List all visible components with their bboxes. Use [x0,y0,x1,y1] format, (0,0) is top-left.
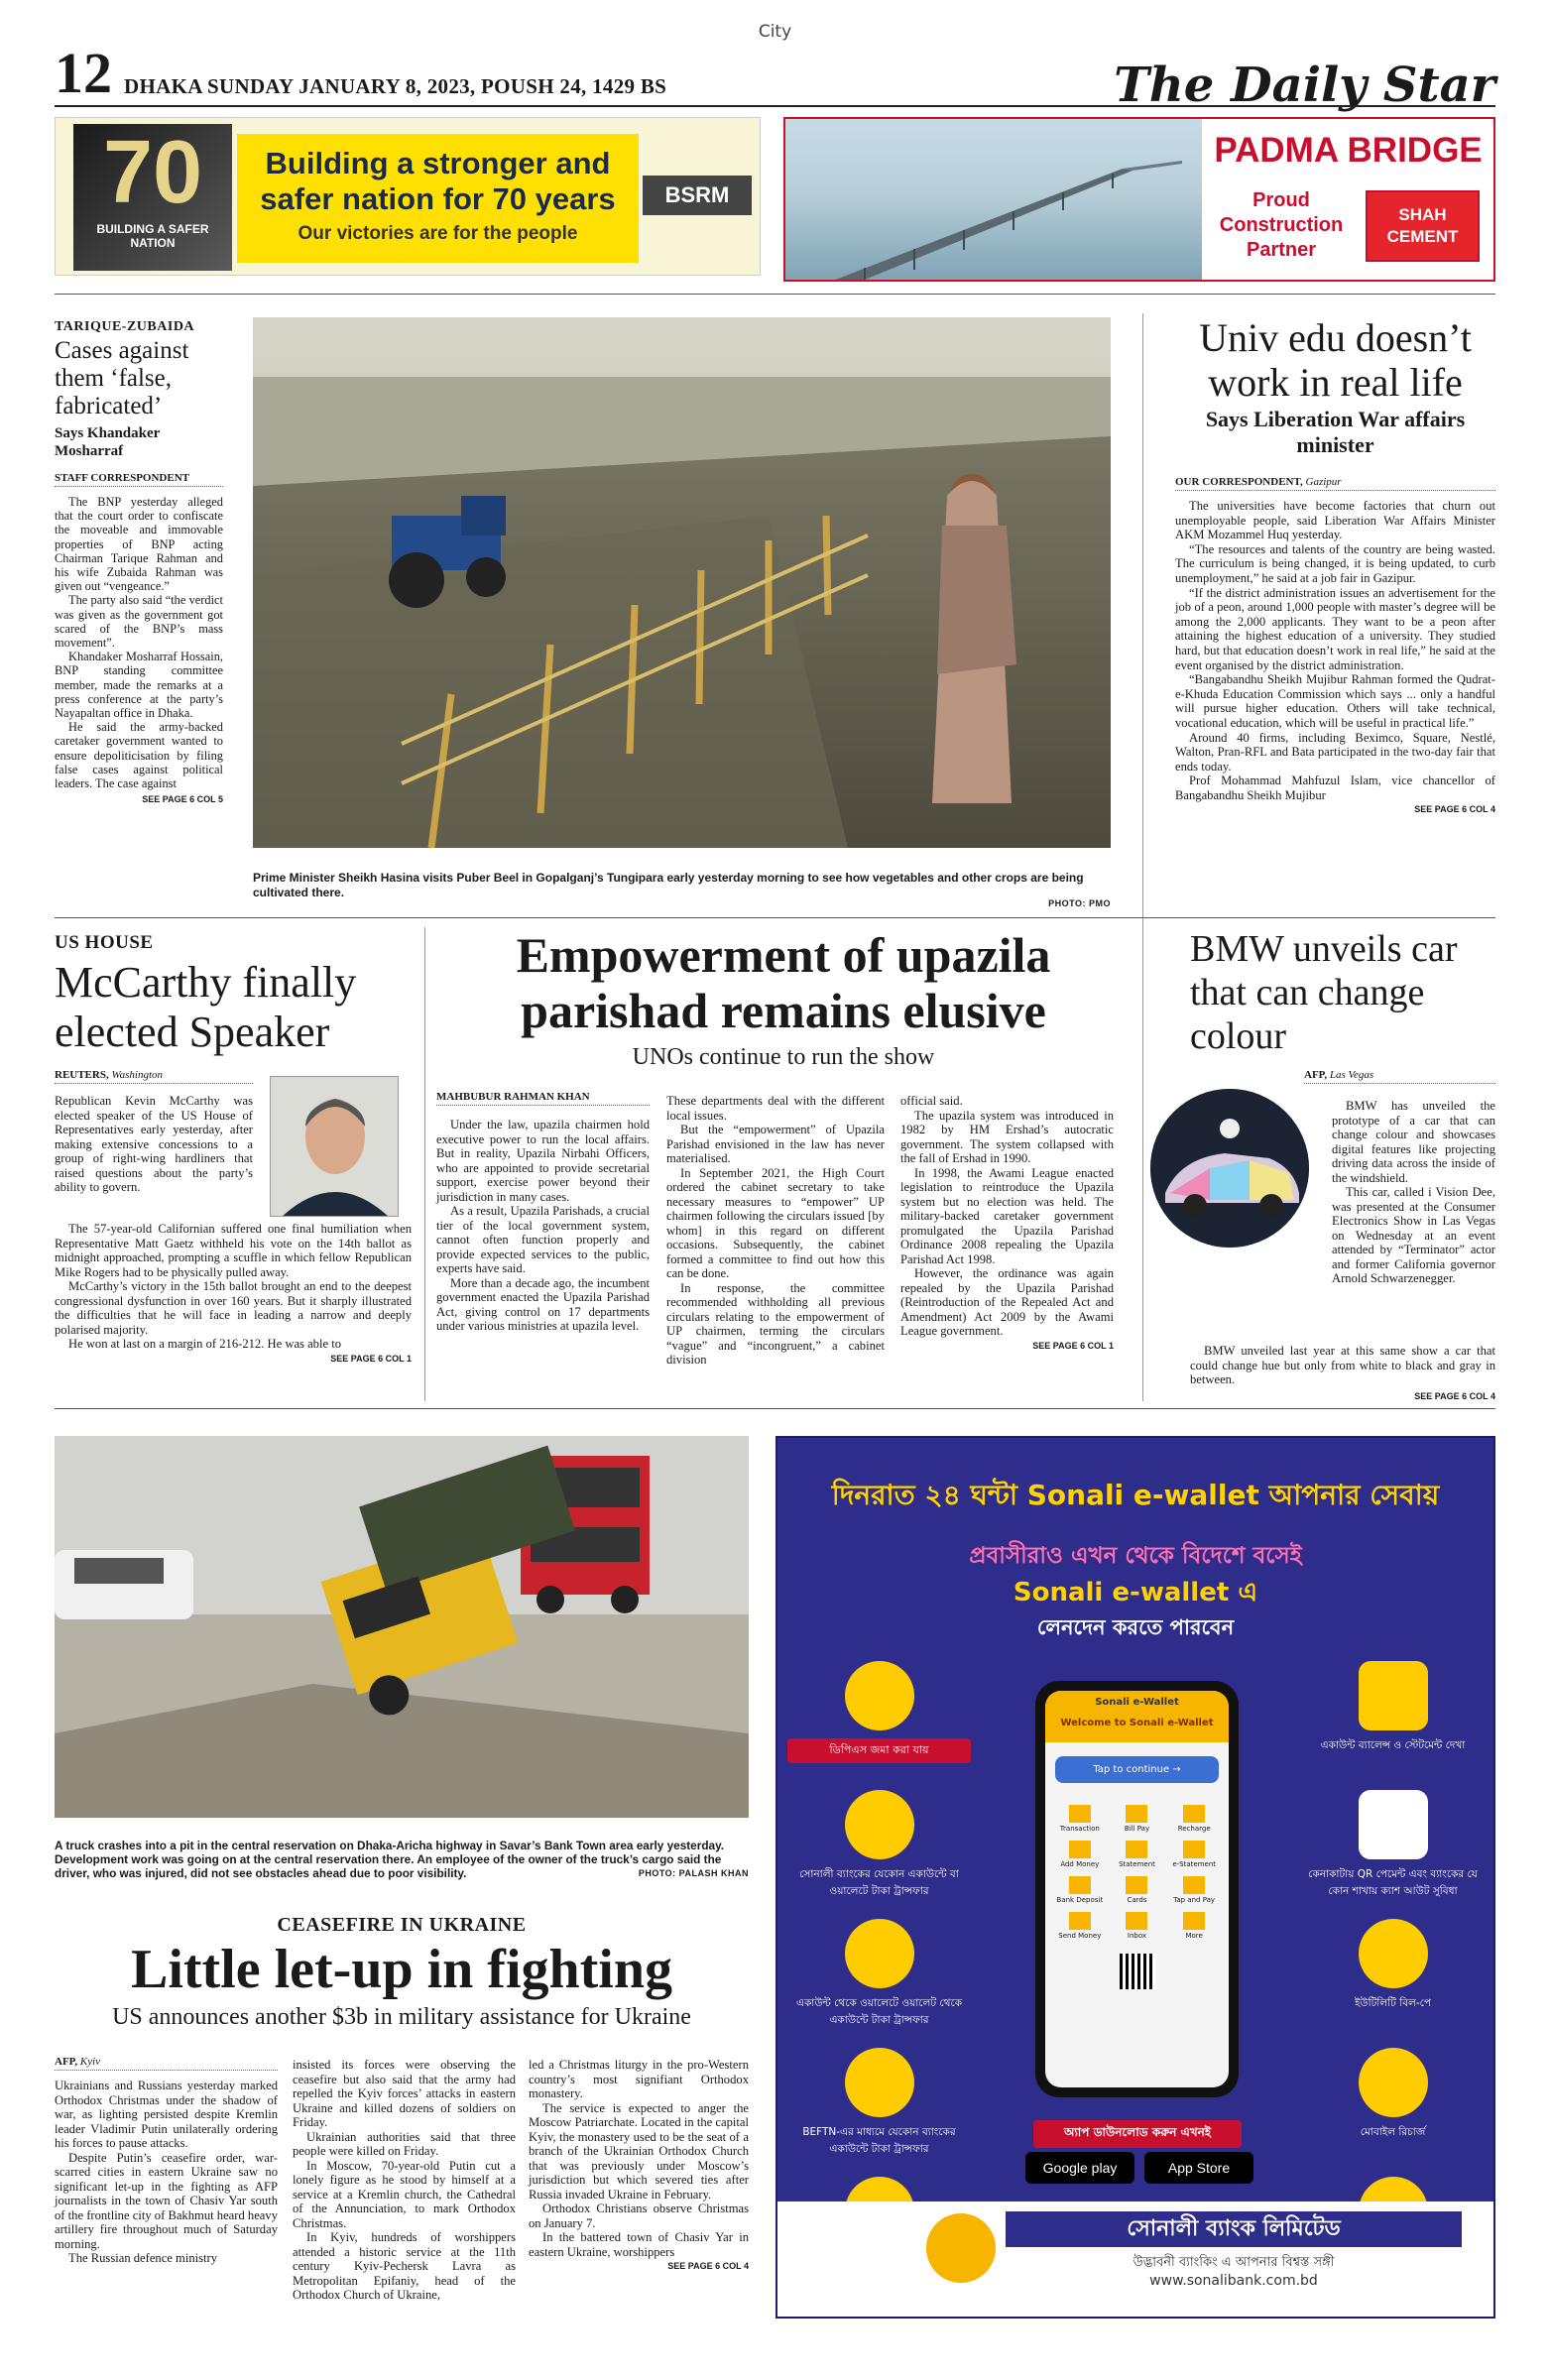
paragraph: BMW has unveiled the prototype of a car that can change colour and showcases digital features like projecting driving data across the inside of the windshield. [1332,1099,1495,1185]
byline-place: Gazipur [1305,476,1342,488]
paragraph: These departments deal with the different local issues. [666,1094,885,1123]
see-page-link[interactable]: SEE PAGE 6 COL 4 [667,2261,749,2271]
story-upazila-head [436,927,1131,1071]
see-page-link[interactable]: SEE PAGE 6 COL 4 [1414,1390,1495,1401]
ad-line-1: দিনরাত ২৪ ঘন্টা Sonali e-wallet আপনার সেবায় [831,1479,1440,1511]
header-rule [55,105,1495,107]
phone-tile[interactable]: Statement [1113,1841,1162,1868]
byline-name: REUTERS, [55,1069,109,1081]
upazila-col-1 [436,1091,650,1334]
byline-name: OUR CORRESPONDENT, [1175,476,1303,488]
phone-mockup [1035,1681,1239,2097]
paragraph: The universities have become factories that churn out unemployable people, said Liberation War Affairs Minister AKM Mozammel Huq yesterday. [1175,499,1495,542]
paragraph: The party also said “the verdict was given as the government got scared of the BNP’s mass movement”. [55,593,223,651]
byline-place: Las Vegas [1329,1069,1374,1081]
paragraph: The service is expected to anger the Moscow Patriarchate. Located in the capital Kyiv, the monastery used to be the seat of a branch of the Ukrainian Orthodox Church that was previously under Moscow’s jurisdiction but which severed ties after Russia invaded Ukraine in February. [529,2100,749,2202]
bsrm-sub: Our victories are for the people [298,223,578,244]
phone-tile[interactable]: Bank Deposit [1055,1876,1105,1904]
phone-tile[interactable]: Send Money [1055,1912,1105,1940]
portrait-icon [271,1077,399,1217]
badge-sub: BUILDING A SAFER NATION [96,222,209,250]
paragraph: Under the law, upazila chairmen hold executive power to run the local affairs. But in reality, Upazila Nirbahi Officers, who are appointed to provide secretarial support, exercise power beyond their jurisdiction in many cases. [436,1118,650,1204]
car-icon [1150,1089,1309,1248]
pm-field-image [253,317,1111,848]
upazila-col-2 [666,1094,885,1368]
ukraine-col-2 [293,2058,516,2303]
story-byline: STAFF CORRESPONDENT [55,472,223,487]
bsrm-yellow-panel [237,134,639,263]
ad-line-4: লেনদেন করতে পারবেন [1036,1615,1235,1639]
paragraph: As a result, Upazila Parishads, a crucial tier of the local government system, cannot often function properly and provide expected services to the public, experts have said. [436,1204,650,1275]
bsrm-headline: Building a stronger and safer nation for 70 years [260,146,616,216]
story-body-narrow [55,1094,253,1195]
paragraph: In Moscow, 70-year-old Putin cut a lonely figure as he stood by himself at a service at a Kremlin church, the Cathedral of the Annunciation, to mark Orthodox Christmas. [293,2158,516,2230]
padma-bridge-title: PADMA BRIDGE [1214,131,1483,170]
photo-caption: Prime Minister Sheikh Hasina visits Puber Beel in Gopalganj’s Tungipara early yesterday morning to see how vegetables and other crops are being cultivated there. [253,871,1084,899]
story-byline [55,2056,278,2071]
phone-tile[interactable]: More [1169,1912,1219,1940]
bank-url[interactable]: www.sonalibank.com.bd [1149,2273,1318,2289]
mobile-recharge-icon [1359,2048,1428,2117]
see-page-link[interactable]: SEE PAGE 6 COL 5 [142,794,223,805]
download-banner: অ্যাপ ডাউনলোড করুন এখনই [1033,2120,1242,2148]
google-play-button[interactable]: Google play [1025,2152,1134,2184]
paragraph: The BNP yesterday alleged that the court order to confiscate the moveable and immovable properties of BNP acting Chairman Tarique Rahman and his wife Zubaida Rahman was given out “vengeance.” [55,495,223,594]
bridge-icon [825,159,1182,282]
paragraph: Around 40 firms, including Beximco, Square, Nestlé, Walton, Pran-RFL and Bata participated in the two-day fair that ends today. [1175,730,1495,774]
bank-tagline: উদ্ভাবনী ব্যাংকিং এ আপনার বিশ্বস্ত সঙ্গী [1133,2255,1335,2270]
paragraph: In September 2021, the High Court ordered the cabinet secretary to take necessary measures to “empower” UP chairmen following the circulars issued [by whom] in this regard on different occasions. Subsequently, the cabinet formed a committee to find out how this can be done. [666,1165,885,1280]
sonali-footer [777,2202,1493,2319]
bmw-body-wide [1190,1344,1495,1403]
feature-item: ইউটিলিটি বিল-পে [1301,1919,1485,2048]
section-rule [55,917,1495,918]
story-kicker: TARIQUE-ZUBAIDA [55,319,195,334]
car [55,1550,193,1619]
see-page-link[interactable]: SEE PAGE 6 COL 1 [330,1353,412,1364]
story-headline[interactable]: McCarthy finally elected Speaker [55,958,357,1056]
bsrm-logo: BSRM [643,176,752,215]
paragraph: Despite Putin’s ceasefire order, war-scarred cities in eastern Ukraine saw no significant let-up in the fighting as AFP journalists in the town of Chasiv Yar south of the frontline city of Bakhmut heard heavy artillery fire throughout much of Saturday morning. [55,2150,278,2251]
section-label: City [758,22,792,42]
paragraph: Ukrainian authorities said that three people were killed on Friday. [293,2129,516,2158]
phone-tile[interactable]: Bill Pay [1113,1805,1162,1833]
phone-tile[interactable]: Tap and Pay [1169,1876,1219,1904]
paragraph: This car, called i Vision Dee, was presented at the Consumer Electronics Show in Las Vegas on Wednesday at an event attended by “Terminator” actor and former California governor Arnold Schwarzenegger. [1332,1185,1495,1285]
story-bmw [1190,927,1495,1058]
story-byline: MAHBUBUR RAHMAN KHAN [436,1091,650,1106]
phone-tile[interactable]: Inbox [1113,1912,1162,1940]
bmw-car-photo [1150,1089,1309,1248]
balance-icon [1359,1661,1428,1730]
phone-tile[interactable]: Recharge [1169,1805,1219,1833]
story-subhead: US announces another $3b in military assistance for Ukraine [112,2004,691,2030]
feature-item: ডিপিএস জমা করা যায় [787,1661,971,1790]
bank-name: সোনালী ব্যাংক লিমিটেড [1006,2211,1462,2247]
story-kicker: CEASEFIRE IN UKRAINE [277,1914,527,1936]
phone-tile[interactable]: Add Money [1055,1841,1105,1868]
dateline: DHAKA SUNDAY JANUARY 8, 2023, POUSH 24, 1429 BS [124,74,667,98]
story-subhead: Says Liberation War affairs minister [1205,407,1466,457]
byline-place: Washington [111,1069,164,1081]
qr-code-icon [1120,1954,1155,1989]
ad-sonali-bank[interactable] [775,1436,1495,2319]
story-ukraine-head [55,1914,749,2031]
story-univ [1175,315,1495,814]
paragraph: More than a decade ago, the incumbent government enacted the Upazila Parishad Act, giving control on 17 departments under various ministries at upazila level. [436,1275,650,1333]
column-divider [424,927,425,1401]
story-headline[interactable]: BMW unveils car that can change colour [1190,928,1458,1057]
story-headline[interactable]: Empowerment of upazila parishad remains elusive [516,927,1051,1038]
photo-pm [253,317,1111,848]
paragraph: led a Christmas liturgy in the pro-Western country’s most signifiant Orthodox monastery. [529,2058,749,2100]
paragraph: The Russian defence ministry [68,2251,218,2265]
dps-icon [845,1661,914,1730]
mccarthy-photo [270,1076,399,1217]
story-headline[interactable]: Univ edu doesn’t work in real life [1199,315,1472,405]
photo-truck [55,1436,749,1818]
paragraph: “The resources and talents of the country are being wasted. The curriculum is being changed, it is being updated, to curb unemployment,” he said at a job fair in Gazipur. [1175,541,1495,585]
paragraph: In 1998, the Awami League enacted legislation to reintroduce the Upazila system but no election was held. The military-backed caretaker government promulgated the Upazila Parishad Ordinance 2008 repealing the Upazila Parishad Act 1998. [900,1165,1114,1266]
qr-icon [1359,1790,1428,1859]
photo-credit: PHOTO: PMO [1048,898,1111,908]
paragraph: Ukrainians and Russians yesterday marked Orthodox Christmas under the shadow of war, as lighting persisted despite Kremlin leader Vladimir Putin unilaterally ordering his forces to pause attacks. [55,2079,278,2150]
ad-rule [55,294,1495,295]
partner-text: Proud Construction Partner [1219,189,1344,261]
photo-caption: A truck crashes into a pit in the central reservation on Dhaka-Aricha highway in Savar’s Bank Town area early yesterday. Development work was going on at the central reservation there. An employee of the owner of the truck’s cargo said the driver, who was injured, did not see obstacles ahead due to poor visibility. [55,1839,725,1880]
shah-cement-logo: SHAH CEMENT [1366,190,1480,262]
paragraph: Orthodox Christians observe Christmas on January 7. [529,2202,749,2230]
story-subhead: UNOs continue to run the show [632,1044,935,1070]
paragraph: McCarthy’s victory in the 15th ballot brought an end to the deepest congressional dysfunction in over 160 years. But it sharply illustrated the difficulties that he will face in leading a narrow and deeply polarised majority. [55,1279,412,1337]
paragraph: The upazila system was introduced in 1982 by HM Ershad’s autocratic government. The system collapsed with the fall of Ershad in 1990. [900,1108,1114,1165]
bsrm-70-badge [73,124,232,271]
truck-accident-image [55,1436,749,1818]
byline-name: AFP, [1304,1069,1328,1081]
paragraph: official said. [900,1094,963,1108]
section-rule [55,1408,1495,1409]
see-page-link[interactable]: SEE PAGE 6 COL 1 [1032,1340,1114,1351]
phone-tile-grid [1045,1797,1229,1948]
phone-tile[interactable]: Transaction [1055,1805,1105,1833]
paragraph: In response, the committee recommended withholding all previous circulars relating to the empowerment of UP chairmen, terming the circulars “vague” and “incongruent,” a cabinet division [666,1280,885,1367]
column-divider [1142,313,1143,1401]
story-subhead: Says Khandaker Mosharraf [55,425,161,459]
feature-item: মোবাইল রিচার্জ [1301,2048,1485,2177]
badge-number: 70 [102,123,203,222]
story-byline [55,1069,253,1084]
phone-screen [1045,1691,1229,2087]
story-body [1175,499,1495,802]
bridge-photo [785,119,1202,282]
story-headline[interactable]: Cases against them ‘false, fabricated’ [55,337,189,419]
upazila-col-3 [900,1094,1114,1353]
sonali-logo-icon [926,2213,996,2283]
wallet-icon [845,1919,914,1988]
paragraph: However, the ordinance was again repealed by the Upazila Parishad (Reintroduction of the Repealed Act and Amendment) Act 2009 by the Awami League government. [900,1266,1114,1338]
story-headline[interactable]: Little let-up in fighting [130,1939,673,2000]
ad-line-2: প্রবাসীরাও এখন থেকে বিদেশে বসেই [969,1543,1302,1569]
ad-line-3: Sonali e-wallet এ [1013,1578,1258,1607]
paragraph: In the battered town of Chasiv Yar in eastern Ukraine, worshippers [529,2230,749,2259]
ad-shah-cement[interactable] [783,117,1495,282]
paragraph: “If the district administration issues an advertisement for the job of a peon, around 1,000 people with master’s degree will be among the 2,000 applicants. They want to be a peon after attaining the highest education of a university. They studied hard, but that education doesn’t work in real life,” he said at the event organised by the district administration. [1175,585,1495,672]
paragraph: But the “empowerment” of Upazila Parishad envisioned in the law has never materialised. [666,1123,885,1165]
ad-bsrm[interactable] [55,117,761,276]
see-page-link[interactable]: SEE PAGE 6 COL 4 [1414,804,1495,815]
phone-header: Sonali e-Wallet Welcome to Sonali e-Wallet [1045,1691,1229,1742]
ukraine-col-3 [529,2058,749,2274]
feature-item: একাউন্ট থেকে ওয়ালেটে ওয়ালেট থেকে একাউন্টে টাকা ট্রান্সফার [787,1919,971,2048]
story-body [55,2079,278,2266]
story-kicker: US HOUSE [55,932,154,953]
paragraph: BMW unveiled last year at this same show a car that could change hue but only from white to black and gray in between. [1190,1344,1495,1386]
paragraph: insisted its forces were observing the ceasefire but also said that the army had repelled the Kyiv forces’ attacks in eastern Ukraine and killed dozens of soldiers on Friday. [293,2058,516,2129]
story-byline [1175,476,1495,491]
feature-item: একাউন্ট ব্যালেন্স ও স্টেটমেন্ট দেখা [1301,1661,1485,1790]
story-body [55,495,223,790]
app-store-button[interactable]: App Store [1144,2152,1253,2184]
paragraph: “Bangabandhu Sheikh Mujibur Rahman formed the Qudrat-e-Khuda Education Commission which says ... only a handful will pursue higher education. Others will take technical, vocational education, which will be useful in practical life.” [1175,672,1495,730]
page-number: 12 [55,41,112,105]
story-body-wide [55,1222,412,1366]
story-byline [1304,1069,1495,1084]
byline-name: AFP, [55,2056,78,2068]
paragraph: He said the army-backed caretaker government wanted to ensure depoliticisation by filing false cases against political leaders. The case against [55,720,223,791]
paragraph: The 57-year-old Californian suffered one final humiliation when Representative Matt Gaetz withheld his vote on the 14th ballot as midnight approached, prompting a scuffle in which fellow Republican Mike Rogers had to be physically pulled away. [55,1222,412,1279]
story-body [436,1118,650,1334]
transfer-icon [845,1790,914,1859]
paragraph: In Kyiv, hundreds of worshippers attended a historic service at the 11th century Kyiv-Pechersk Lavra as Metropolitan Epifaniy, head of the Orthodox Church of Ukraine, [293,2230,516,2302]
feature-item: BEFTN-এর মাধ্যমে যেকোন ব্যাংকের একাউন্টে টাকা ট্রান্সফার [787,2048,971,2177]
phone-tile[interactable]: e-Statement [1169,1841,1219,1868]
paragraph: Republican Kevin McCarthy was elected speaker of the US House of Representatives early yesterday, after making extensive concessions to a group of right-wing hardliners that raised questions about the party’s ability to govern. [55,1094,253,1194]
beftn-icon [845,2048,914,2117]
masthead-logo: The Daily Star [1114,58,1495,113]
byline-place: Kyiv [79,2056,101,2068]
utility-bill-icon [1359,1919,1428,1988]
feature-item: সোনালী ব্যাংকের যেকোন একাউন্টে বা ওয়ালেটে টাকা ট্রান্সফার [787,1790,971,1919]
paragraph: He won at last on a margin of 216-212. He was able to [68,1337,342,1351]
tap-continue-button[interactable]: Tap to continue → [1055,1756,1219,1783]
story-speaker [55,932,412,1084]
feature-item: কেনাকাটায় QR পেমেন্ট এবং ব্যাংকের যে কোন শাখায় ক্যাশ আউট সুবিধা [1301,1790,1485,1919]
paragraph: Khandaker Mosharraf Hossain, BNP standing committee member, made the remarks at a press conference at the party’s Nayapaltan office in Dhaka. [55,650,223,721]
ukraine-col-1 [55,2056,278,2266]
paragraph: Prof Mohammad Mahfuzul Islam, vice chancellor of Bangabandhu Sheikh Mujibur [1175,774,1495,802]
story-bnp [55,319,223,804]
phone-tile[interactable]: Cards [1113,1876,1162,1904]
photo-credit: PHOTO: PALASH KHAN [638,1868,749,1878]
bmw-body-narrow [1332,1099,1495,1286]
